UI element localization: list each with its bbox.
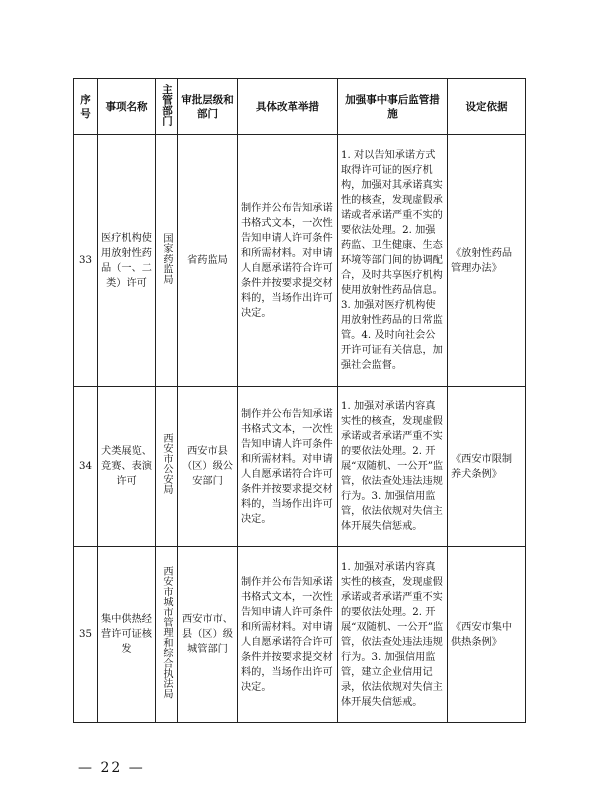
row-basis: 《西安市限制养犬条例》: [448, 387, 526, 547]
header-name: 事项名称: [98, 79, 156, 135]
row-no: 33: [74, 135, 98, 387]
row-dept: 西安市城市管理和综合执法局: [161, 565, 172, 699]
header-no: 序号: [74, 79, 98, 135]
row-name: 犬类展览、竞赛、表演许可: [98, 387, 156, 547]
row-basis: 《西安市集中供热条例》: [448, 547, 526, 723]
row-basis: 《放射性药品管理办法》: [448, 135, 526, 387]
row-dept: 国家药监局: [161, 232, 172, 284]
header-row: [74, 79, 526, 135]
row-reform: 制作并公布告知承诺书格式文本，一次性告知申请人许可条件和所需材料。对申请人自愿承诺符合许可条件并按要求提交材料的，当场作出许可决定。: [238, 547, 338, 723]
header-reform: 具体改革举措: [238, 79, 338, 135]
table-row: [74, 135, 526, 387]
page-number: — 22 —: [78, 760, 145, 776]
row-level: 省药监局: [178, 135, 238, 387]
row-level: 西安市县（区）级公安部门: [178, 387, 238, 547]
row-name: 集中供热经营许可证核发: [98, 547, 156, 723]
row-level: 西安市市、县（区）级城管部门: [178, 547, 238, 723]
row-dept: 西安市公安局: [161, 433, 172, 495]
row-dept-cell: [156, 387, 178, 547]
row-no: 34: [74, 387, 98, 547]
row-reform: 制作并公布告知承诺书格式文本，一次性告知申请人许可条件和所需材料。对申请人自愿承诺符合许可条件并按要求提交材料的，当场作出许可决定。: [238, 387, 338, 547]
row-supervision: 1. 加强对承诺内容真实性的核查，发现虚假承诺或者承诺严重不实的要依法处理。2. 开展“双随机、一公开”监管，依法查处违法违规行为。3. 加强信用监管，依法依规对失信主体开展失信惩戒。: [338, 387, 448, 547]
header-dept: 主管部门: [161, 83, 173, 126]
row-dept-cell: [156, 547, 178, 723]
header-dept-cell: [156, 79, 178, 135]
row-reform: 制作并公布告知承诺书格式文本，一次性告知申请人许可条件和所需材料。对申请人自愿承诺符合许可条件并按要求提交材料的，当场作出许可决定。: [238, 135, 338, 387]
table-row: [74, 547, 526, 723]
header-level: 审批层级和部门: [178, 79, 238, 135]
regulation-table: [73, 78, 526, 723]
row-dept-cell: [156, 135, 178, 387]
table-row: [74, 387, 526, 547]
header-supervision: 加强事中事后监管措施: [338, 79, 448, 135]
header-basis: 设定依据: [448, 79, 526, 135]
row-name: 医疗机构使用放射性药品（一、二类）许可: [98, 135, 156, 387]
row-supervision: 1. 加强对承诺内容真实性的核查，发现虚假承诺或者承诺严重不实的要依法处理。2. 开展“双随机、一公开”监管，依法查处违法违规行为。3. 加强信用监管，建立企业信用记录，依法依规对失信主体开展失信惩戒。: [338, 547, 448, 723]
row-no: 35: [74, 547, 98, 723]
row-supervision: 1. 对以告知承诺方式取得许可证的医疗机构，加强对其承诺真实性的核查，发现虚假承诺或者承诺严重不实的要依法处理。2. 加强药监、卫生健康、生态环境等部门间的协调配合，及时共享医疗机构使用放射性药品信息。3. 加强对医疗机构使用放射性药品的日常监管。4. 及时向社会公开许可证有关信息，加强社会监督。: [338, 135, 448, 387]
